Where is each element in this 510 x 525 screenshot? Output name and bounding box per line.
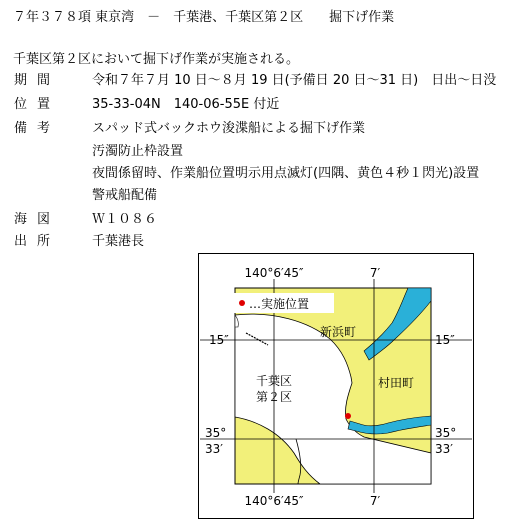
lon-label-top-left: 140°6′45″ [244,266,304,280]
label-period: 期間 [14,73,61,88]
lon-label-top-right: 7′ [369,266,381,280]
lat-label-left-deg: 35° [205,426,227,440]
place-chiba-line1: 千葉区 [256,374,293,388]
value-period: 令和７年７月 10 日～８月 19 日(予備日 20 日～31 日) 日出～日没 [92,73,497,88]
value-position: 35-33-04N 140-06-55E 付近 [92,97,280,112]
notice-header: ７年３７８項 東京湾 － 千葉港、千葉区第２区 掘下げ作業 [13,10,395,25]
value-remarks-4: 警戒船配備 [92,188,158,203]
lat-label-left-15: 15″ [209,333,229,347]
place-murata: 村田町 [378,376,415,390]
place-chiba-line2: 第２区 [256,390,293,404]
label-chart: 海図 [14,212,61,227]
place-shinhama: 新浜町 [320,325,357,339]
value-remarks-1: スパッド式バックホウ浚渫船による掘下げ作業 [92,121,366,136]
value-remarks-2: 汚濁防止枠設置 [92,144,184,159]
label-source: 出所 [14,234,61,249]
label-remarks: 備考 [14,121,61,136]
lat-label-right-deg: 35° [435,426,457,440]
lon-label-bottom-right: 7′ [369,494,381,508]
value-chart: Ｗ１０８６ [92,212,158,227]
legend-marker-icon [239,300,245,306]
value-remarks-3: 夜間係留時、作業船位置明示用点滅灯(四隅、黄色４秒１閃光)設置 [92,166,480,181]
label-position: 位置 [14,97,61,112]
location-map-svg [198,253,474,519]
legend-label: …実施位置 [249,297,310,311]
notice-intro: 千葉区第２区において掘下げ作業が実施される。 [13,52,300,67]
value-source: 千葉港長 [92,234,145,249]
lat-label-right-min: 33′ [435,442,453,456]
lon-label-bottom-left: 140°6′45″ [244,494,304,508]
lat-label-left-min: 33′ [205,442,223,456]
lat-label-right-15: 15″ [435,333,455,347]
location-map [198,253,474,519]
work-location-marker [345,413,351,419]
